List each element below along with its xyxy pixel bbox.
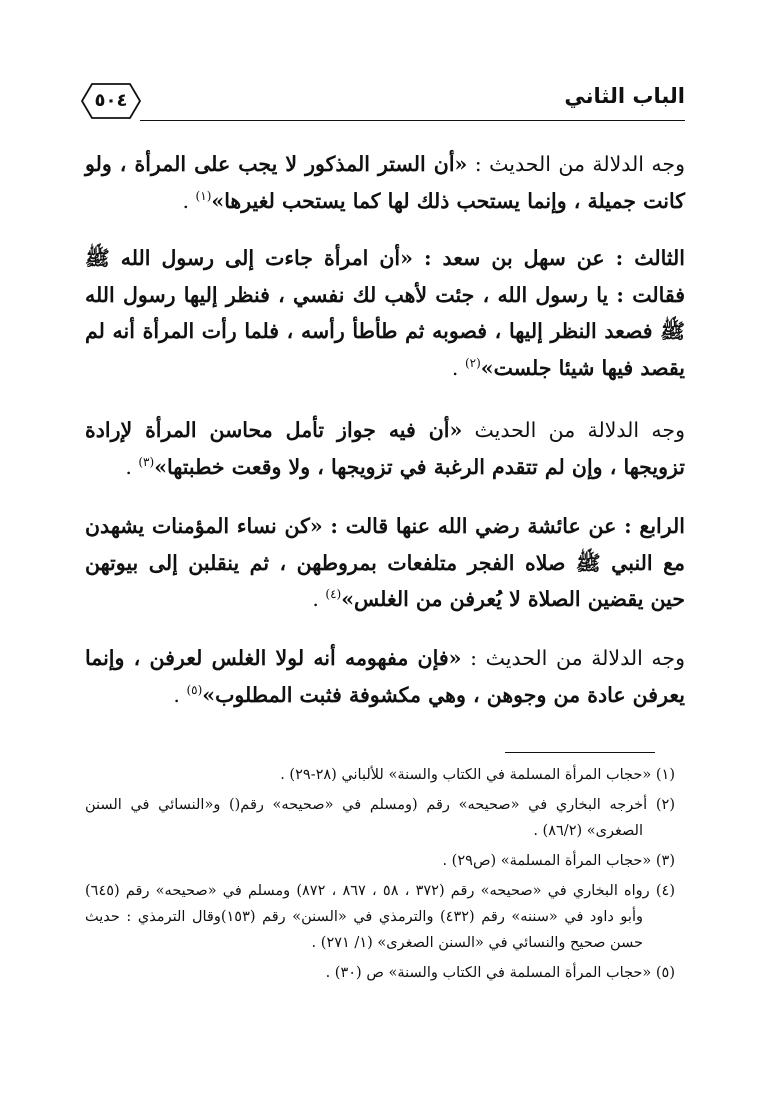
paragraph-lead: الثالث : عن سهل بن سعد : [412, 246, 685, 270]
footnote-ref[interactable]: (١) [195, 188, 212, 203]
quote-text: «فإن مفهومه أنه لولا الغلس لعرفن ، وإنما يعرفن عادة من وجوهن ، وهي مكشوفة فثبت المطلوب» [85, 646, 685, 707]
sentence-end: . [451, 355, 465, 380]
sentence-end: . [182, 188, 196, 213]
header-divider [140, 120, 685, 121]
paragraph-3 [85, 412, 685, 485]
paragraph-1 [85, 146, 685, 219]
page-number-badge [80, 82, 142, 120]
footnote-ref[interactable]: (٤) [325, 587, 342, 602]
paragraph-2 [85, 240, 685, 386]
footnote-3: (٣) «حجاب المرأة المسلمة» (ص٢٩) . [442, 853, 675, 869]
footnote-4: (٤) رواه البخاري في «صحيحه» رقم (٣٧٢ ، ٥٨ ، ٨٦٧ ، ٨٧٢) ومسلم في «صحيحه» رقم (٦٤٥) وأبو داود في «سننه» رقم (٤٣٢) والترمذي في «السنن» رقم (١٥٣)وقال الترمذي : حديث حسن صحيح والنسائي في «السنن الصغرى» (١/ ٢٧١) . [85, 883, 676, 951]
page-number: ٥٠٤ [94, 90, 128, 111]
quote-text: «أن فيه جواز تأمل محاسن المرأة لإرادة تزويجها ، وإن لم تتقدم الرغبة في تزويجها ، ولا وقعت خطبتها» [85, 418, 685, 479]
footnote-divider [505, 752, 655, 753]
paragraph-lead: وجه الدلالة من الحديث [462, 418, 685, 442]
page-header [80, 78, 685, 128]
quote-text: «أن امرأة جاءت إلى رسول الله ﷺ فقالت : يا رسول الله ، جئت لأهب لك نفسي ، فنظر إليها رسول الله ﷺ فصعد النظر إليها ، فصوبه ثم طأطأ رأسه ، فلما رأت المرأة أنه لم يقصد فيها شيئا جلست» [85, 246, 685, 380]
footnote-2: (٢) أخرجه البخاري في «صحيحه» رقم (ومسلم في «صحيحه» رقم() و«النسائي في السنن الصغرى» (٨٦/٢) . [85, 797, 675, 839]
sentence-end: . [173, 682, 187, 707]
footnotes [85, 762, 675, 990]
quote-text: «كن نساء المؤمنات يشهدن مع النبي ﷺ صلاه الفجر متلفعات بمروطهن ، ثم ينقلبن إلى بيوتهن حين يقضين الصلاة لا يُعرفن من الغلس» [85, 514, 685, 611]
footnote-ref[interactable]: (٥) [186, 682, 203, 697]
footnote-1: (١) «حجاب المرأة المسلمة في الكتاب والسنة» للألباني (٢٨-٢٩) . [280, 767, 675, 783]
paragraph-5 [85, 640, 685, 713]
footnote-ref[interactable]: (٢) [464, 355, 481, 370]
paragraph-4 [85, 508, 685, 618]
paragraph-lead: وجه الدلالة من الحديث : [467, 152, 685, 176]
chapter-title: الباب الثاني [564, 84, 685, 108]
sentence-end: . [125, 454, 139, 479]
quote-text: «أن الستر المذكور لا يجب على المرأة ، ولو كانت جميلة ، وإنما يستحب ذلك لها كما يستحب لغيرها» [85, 152, 685, 213]
footnote-5: (٥) «حجاب المرأة المسلمة في الكتاب والسنة» ص (٣٠) . [325, 965, 675, 981]
footnote-ref[interactable]: (٣) [138, 454, 155, 469]
sentence-end: . [312, 587, 326, 611]
paragraph-lead: وجه الدلالة من الحديث : [461, 646, 685, 670]
paragraph-lead: الرابع : عن عائشة رضي الله عنها قالت : [322, 514, 685, 538]
